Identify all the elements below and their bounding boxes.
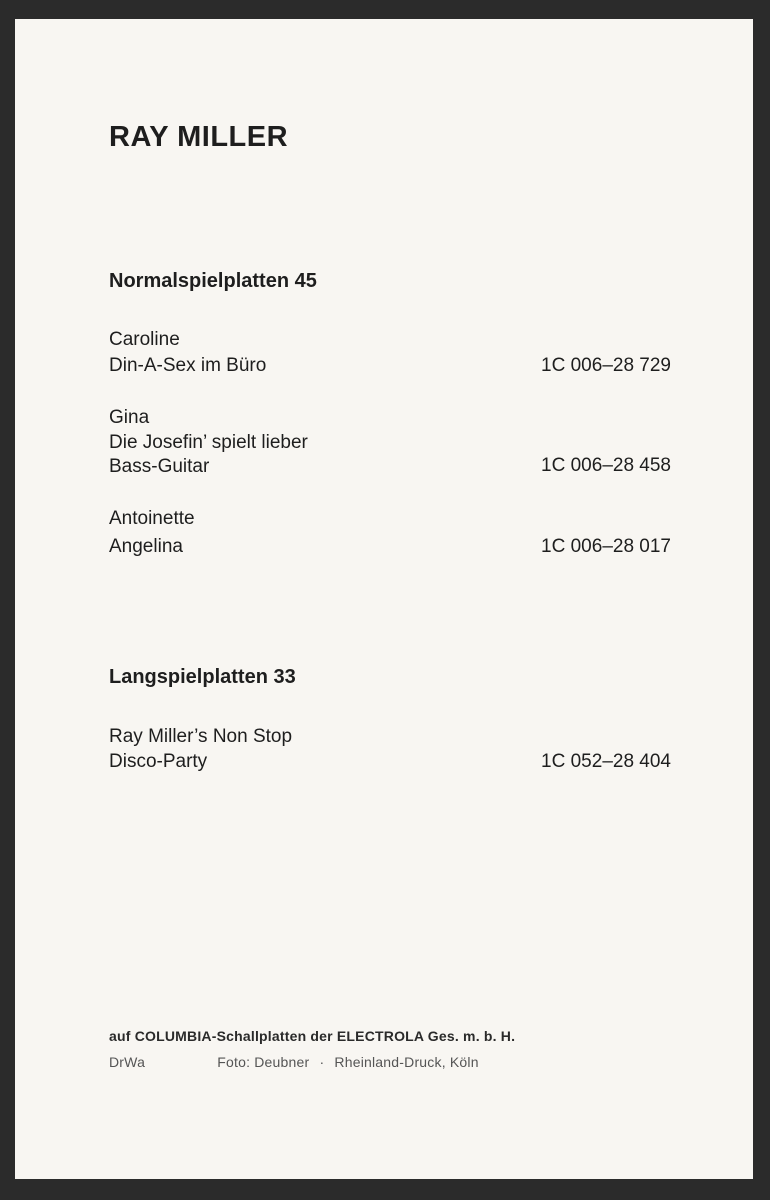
list-item	[109, 505, 671, 561]
separator: ·	[319, 1054, 325, 1070]
list-item	[109, 405, 671, 479]
song-title-continued: Bass-Guitar	[109, 456, 210, 477]
list-item	[109, 327, 671, 379]
song-title: Gina	[109, 407, 150, 428]
song-title: Antoinette	[109, 508, 195, 529]
song-title: Die Josefin’ spielt lieber	[109, 432, 308, 453]
print-credits	[109, 1054, 479, 1070]
record-card	[15, 19, 753, 1179]
catalog-number: 1C 006–28 729	[541, 355, 671, 376]
catalog-number: 1C 006–28 458	[541, 455, 671, 476]
catalog-number: 1C 052–28 404	[541, 751, 671, 772]
song-title: Din-A-Sex im Büro	[109, 355, 267, 376]
list-item	[109, 724, 671, 774]
song-title: Caroline	[109, 329, 180, 350]
album-title: Ray Miller’s Non Stop	[109, 726, 293, 747]
song-title: Angelina	[109, 536, 183, 557]
albums-heading: Langspielplatten 33	[109, 666, 296, 688]
singles-heading: Normalspielplatten 45	[109, 270, 317, 292]
printer-credit: Rheinland-Druck, Köln	[334, 1054, 479, 1070]
label-credit: auf COLUMBIA-Schallplatten der ELECTROLA Ges. m. b. H.	[109, 1028, 516, 1044]
initials: DrWa	[109, 1054, 146, 1070]
album-title-continued: Disco-Party	[109, 751, 208, 772]
catalog-number: 1C 006–28 017	[541, 536, 671, 557]
artist-title: RAY MILLER	[109, 121, 289, 153]
photo-credit: Foto: Deubner	[217, 1054, 310, 1070]
